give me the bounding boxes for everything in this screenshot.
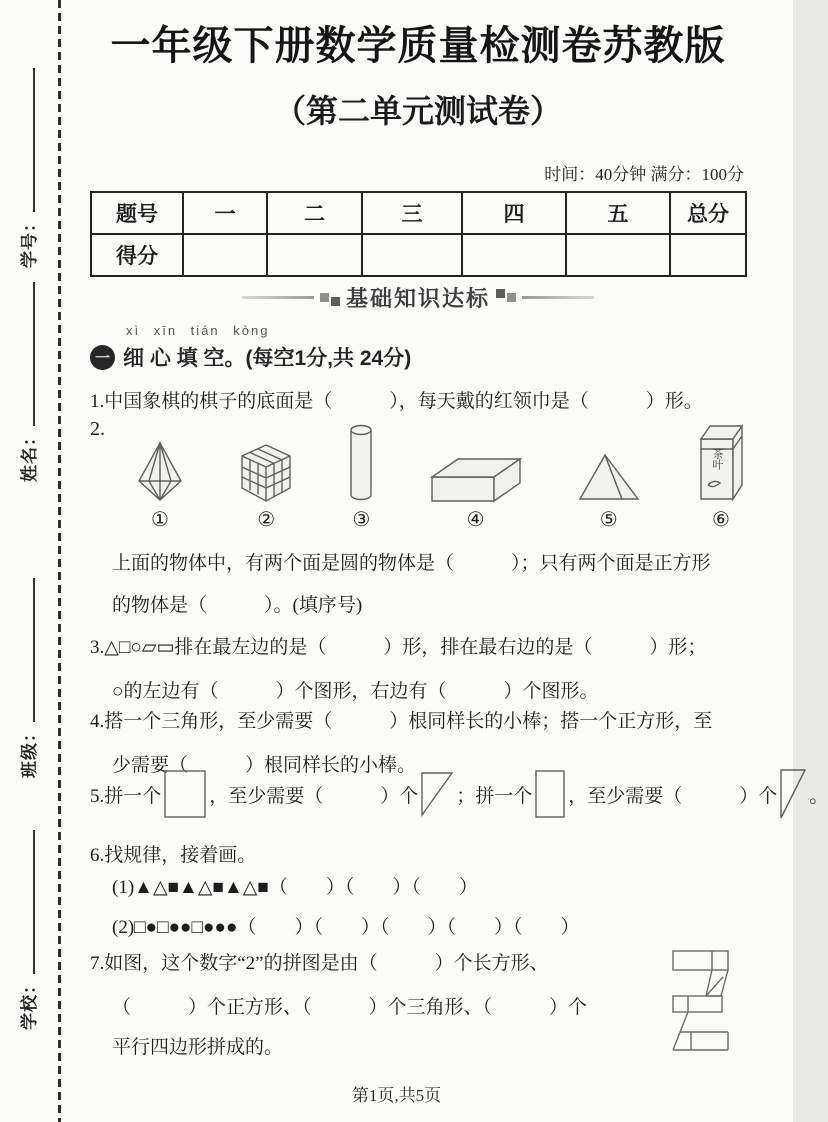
pyramid-icon [136, 441, 184, 503]
question-7-line3: 平行四边形拼成的。 [112, 1037, 284, 1058]
question-3-line1: 3.△□○▱▭排在最左边的是（ ）形，排在最右边的是（ ）形； [90, 637, 707, 658]
question-6-pattern2: (2)□●□●●□●●●（ ）（ ）（ ）（ ）（ ） [112, 917, 580, 938]
name-label: 姓名： [19, 428, 39, 482]
banner-square-icon [320, 293, 329, 302]
right-triangle-icon [421, 772, 453, 816]
rectangle-shape-icon [535, 770, 565, 818]
object-label: ③ [352, 509, 371, 531]
cylinder-icon [348, 423, 374, 503]
object-label: ② [257, 509, 276, 531]
object-tea-box [696, 421, 746, 532]
score-cell [362, 234, 462, 276]
object-cylinder [348, 423, 374, 532]
score-table-col-4: 四 [462, 192, 566, 234]
question-7-line2: （ ）个正方形、（ ）个三角形、（ ）个 [112, 997, 588, 1018]
score-table [90, 191, 747, 277]
question-4-line1: 4.搭一个三角形，至少需要（ ）根同样长的小棒；搭一个正方形，至 [90, 711, 713, 732]
question-3-line2: ○的左边有（ ）个图形，右边有（ ）个图形。 [112, 681, 599, 702]
score-cell [267, 234, 362, 276]
question-2-number: 2. [90, 418, 105, 440]
student-id-write-line [19, 68, 35, 212]
question-7-line1: 7.如图，这个数字“2”的拼图是由（ ）个长方形、 [90, 953, 549, 974]
part1-pinyin: xì xīn tián kòng [126, 323, 270, 338]
square-shape-icon [164, 770, 206, 818]
q5-text: ，至少需要（ ）个 [568, 785, 778, 807]
question-1: 1.中国象棋的棋子的底面是（ ），每天戴的红领巾是（ ）形。 [90, 391, 703, 412]
question-6-pattern1: (1)▲△■▲△■▲△■（ ）（ ）（ ） [112, 877, 478, 898]
part1-heading [90, 342, 411, 372]
object-rectangular-prism [430, 453, 522, 532]
part1-heading-text: 细 心 填 空。(每空1分,共 24分) [123, 347, 412, 370]
page-footer: 第1页,共5页 [351, 1086, 442, 1105]
sidebar-field-class [14, 578, 40, 778]
score-cell [183, 234, 267, 276]
triangular-prism-icon [577, 451, 641, 503]
question-6-intro: 6.找规律，接着画。 [90, 845, 257, 866]
school-label: 学校： [19, 976, 39, 1030]
banner-line-right [522, 296, 594, 299]
student-id-label: 学号： [19, 214, 39, 268]
score-table-corner: 题号 [91, 192, 183, 234]
object-label: ⑥ [711, 509, 730, 531]
part1-number-badge: 一 [90, 345, 115, 370]
q5-text: ，至少需要（ ）个 [209, 785, 419, 807]
rectangular-prism-icon [430, 453, 522, 503]
section-banner [90, 282, 746, 313]
fold-dashed-line [58, 0, 61, 1122]
exam-meta: 时间：40分钟 满分：100分 [544, 165, 744, 184]
sidebar-field-name [14, 282, 40, 482]
banner-square-icon [507, 293, 516, 302]
object-label: ④ [466, 509, 485, 531]
object-label: ⑤ [599, 509, 618, 531]
score-cell [462, 234, 566, 276]
rubiks-cube-icon [239, 443, 293, 503]
name-write-line [19, 282, 35, 426]
question-2-objects [136, 420, 746, 532]
banner-square-icon [331, 297, 340, 306]
object-label: ① [151, 509, 169, 531]
section-banner-title: 基础知识达标 [345, 286, 490, 311]
object-rubiks-cube [239, 443, 293, 532]
class-label: 班级： [19, 724, 39, 778]
score-table-score-row [91, 234, 746, 276]
page-title: 一年级下册数学质量检测卷苏教版 [110, 23, 726, 68]
score-row-label: 得分 [91, 234, 183, 276]
score-table-col-2: 二 [267, 192, 362, 234]
score-table-col-total: 总分 [670, 192, 746, 234]
score-table-col-3: 三 [362, 192, 462, 234]
sidebar-field-student-id [14, 68, 40, 268]
banner-line-left [242, 296, 314, 299]
question-5 [90, 766, 828, 822]
q5-text: 。 [809, 785, 828, 807]
score-table-col-5: 五 [566, 192, 670, 234]
sidebar-field-school [14, 830, 40, 1030]
tea-box-icon [696, 421, 746, 503]
school-write-line [19, 830, 35, 974]
class-write-line [19, 578, 35, 722]
page-subtitle: （第二单元测试卷） [273, 93, 562, 129]
q5-text: 5.拼一个 [90, 785, 162, 807]
score-cell [566, 234, 670, 276]
tea-box-label: 茶叶 [710, 448, 723, 470]
score-cell [670, 234, 746, 276]
banner-square-icon [496, 289, 505, 298]
question-2-line2: 的物体是（ ）。(填序号) [112, 595, 363, 616]
score-table-header-row [91, 192, 746, 234]
question-4-line2: 少需要（ ）根同样长的小棒。 [112, 755, 417, 776]
digit-2-figure [653, 943, 745, 1063]
score-table-col-1: 一 [183, 192, 267, 234]
right-triangle-icon [780, 769, 806, 819]
question-2-line1: 上面的物体中，有两个面是圆的物体是（ ）；只有两个面是正方形 [112, 553, 711, 574]
object-pyramid [136, 441, 184, 532]
q5-text: ；拼一个 [456, 785, 533, 807]
object-triangular-prism [577, 451, 641, 532]
